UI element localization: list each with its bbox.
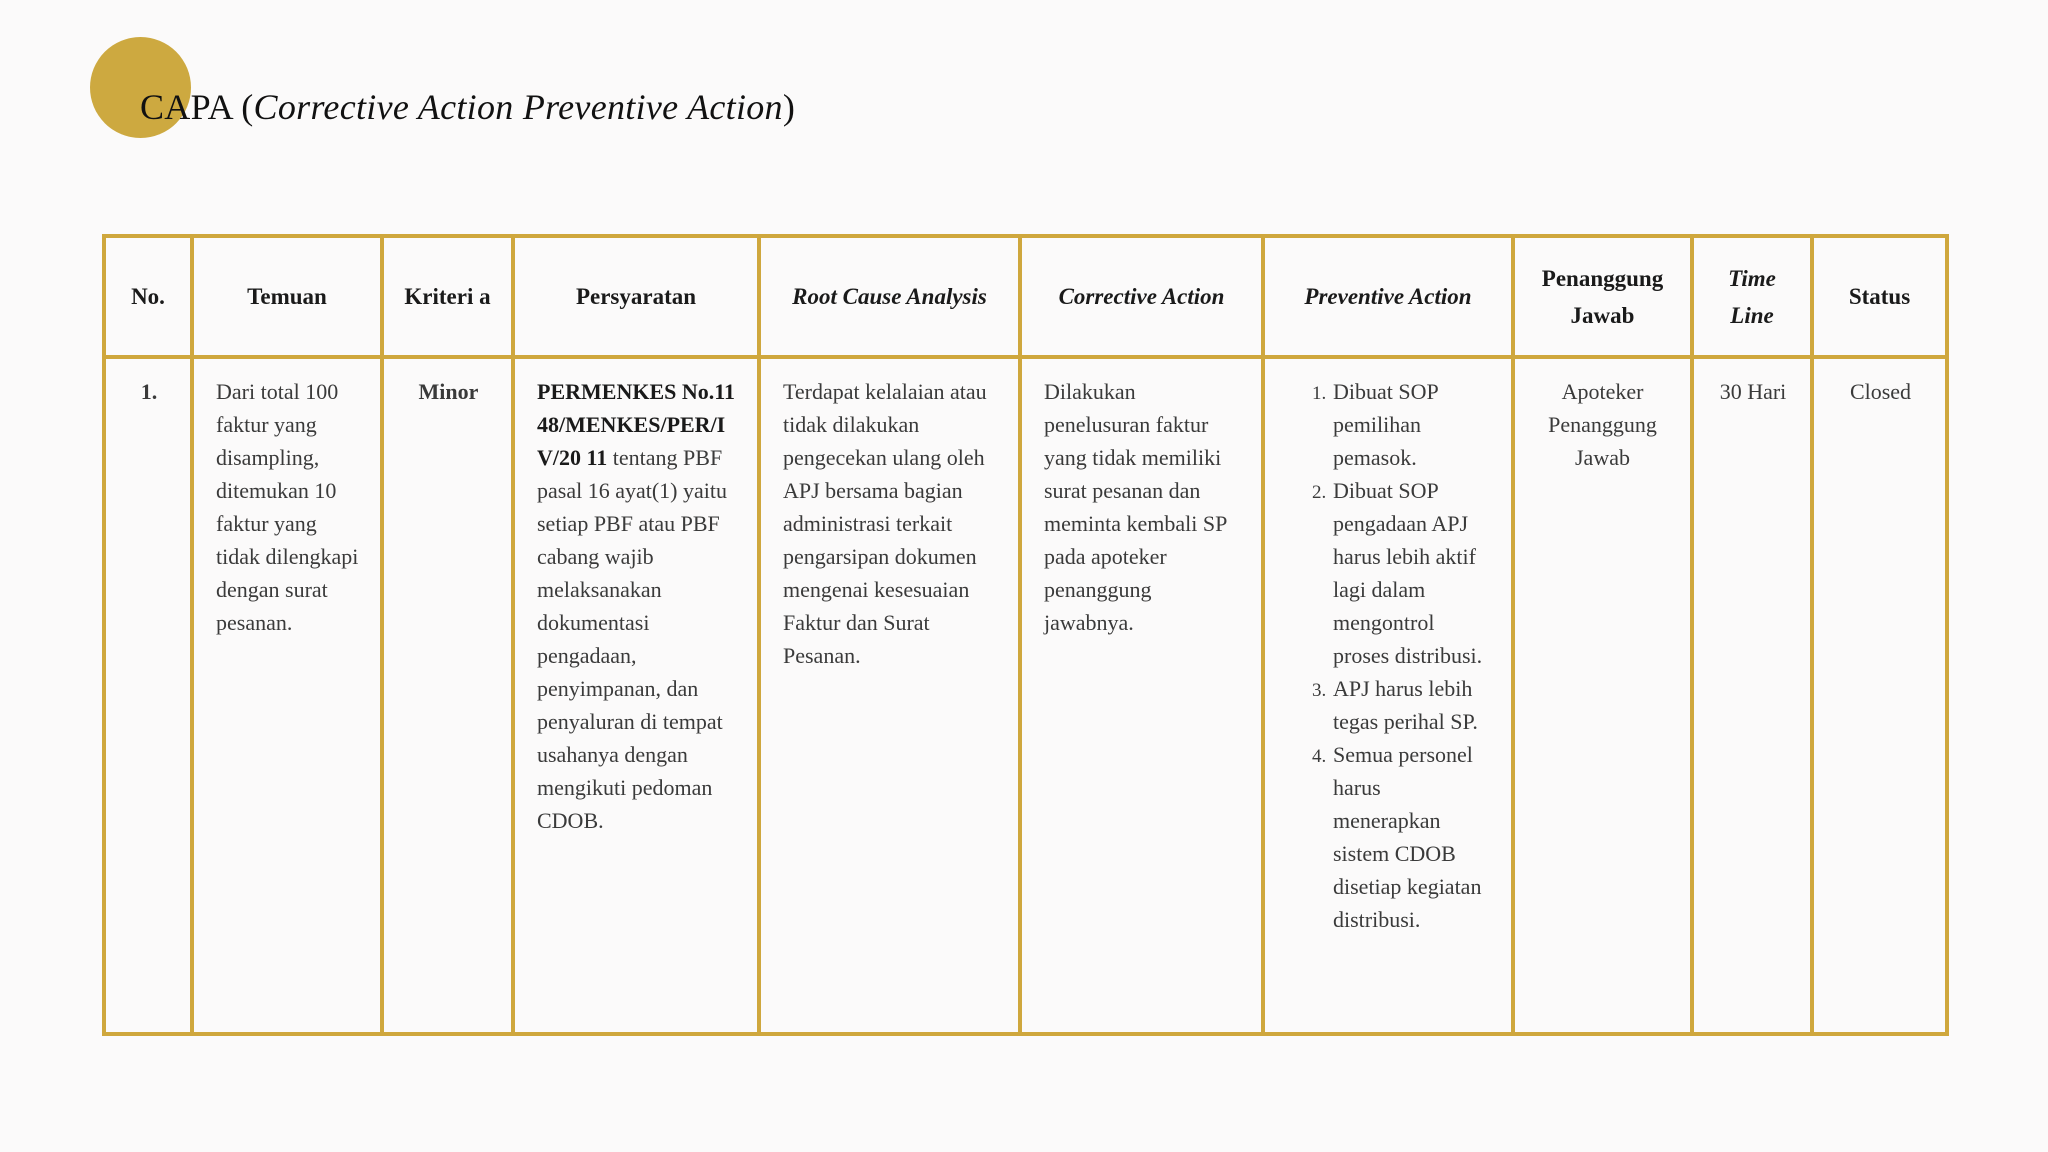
persyaratan-text: tentang PBF pasal 16 ayat(1) yaitu setiap PBF atau PBF cabang wajib melaksanakan dokumentasi pengadaan, penyimpanan, dan penyaluran di tempat usahanya dengan mengikuti pedoman CDOB.: [537, 445, 727, 833]
title-italic: Corrective Action Preventive Action: [253, 87, 783, 127]
header-no: No.: [104, 236, 192, 357]
title-prefix: CAPA (: [140, 87, 254, 127]
cell-temuan: Dari total 100 faktur yang disampling, ditemukan 10 faktur yang tidak dilengkapi dengan surat pesanan.: [192, 357, 382, 1034]
cell-corrective-action: Dilakukan penelusuran faktur yang tidak memiliki surat pesanan dan meminta kembali SP pada apoteker penanggung jawabnya.: [1020, 357, 1263, 1034]
header-temuan: Temuan: [192, 236, 382, 357]
cell-no: 1.: [104, 357, 192, 1034]
header-penanggung-jawab: Penanggung Jawab: [1513, 236, 1692, 357]
header-kriteria: Kriteri a: [382, 236, 513, 357]
header-persyaratan: Persyaratan: [513, 236, 759, 357]
cell-status: Closed: [1812, 357, 1947, 1034]
preventive-item: 2. Dibuat SOP pengadaan APJ harus lebih aktif lagi dalam mengontrol proses distribusi.: [1331, 474, 1491, 672]
cell-kriteria: Minor: [382, 357, 513, 1034]
header-status: Status: [1812, 236, 1947, 357]
table-row: [104, 357, 1947, 1034]
capa-table: [102, 234, 1949, 1036]
title-suffix: ): [782, 87, 796, 127]
preventive-item: 3. APJ harus lebih tegas perihal SP.: [1331, 672, 1491, 738]
preventive-item: 4. Semua personel harus menerapkan sistem CDOB disetiap kegiatan distribusi.: [1331, 738, 1491, 936]
persyaratan-regulation: PERMENKES No.1148/MENKES/PER/IV/20 11: [537, 379, 736, 470]
header-row: [104, 236, 1947, 357]
preventive-item: 1. Dibuat SOP pemilihan pemasok.: [1331, 375, 1491, 474]
cell-persyaratan: [513, 357, 759, 1034]
cell-root-cause: Terdapat kelalaian atau tidak dilakukan pengecekan ulang oleh APJ bersama bagian administrasi terkait pengarsipan dokumen mengenai kesesuaian Faktur dan Surat Pesanan.: [759, 357, 1020, 1034]
header-root-cause: Root Cause Analysis: [759, 236, 1020, 357]
header-time-line: Time Line: [1692, 236, 1812, 357]
header-preventive-action: Preventive Action: [1263, 236, 1513, 357]
cell-penanggung-jawab: Apoteker Penanggung Jawab: [1513, 357, 1692, 1034]
cell-time-line: 30 Hari: [1692, 357, 1812, 1034]
page-title: [140, 86, 795, 128]
header-corrective-action: Corrective Action: [1020, 236, 1263, 357]
preventive-list: [1307, 375, 1491, 936]
cell-preventive-action: [1263, 357, 1513, 1034]
